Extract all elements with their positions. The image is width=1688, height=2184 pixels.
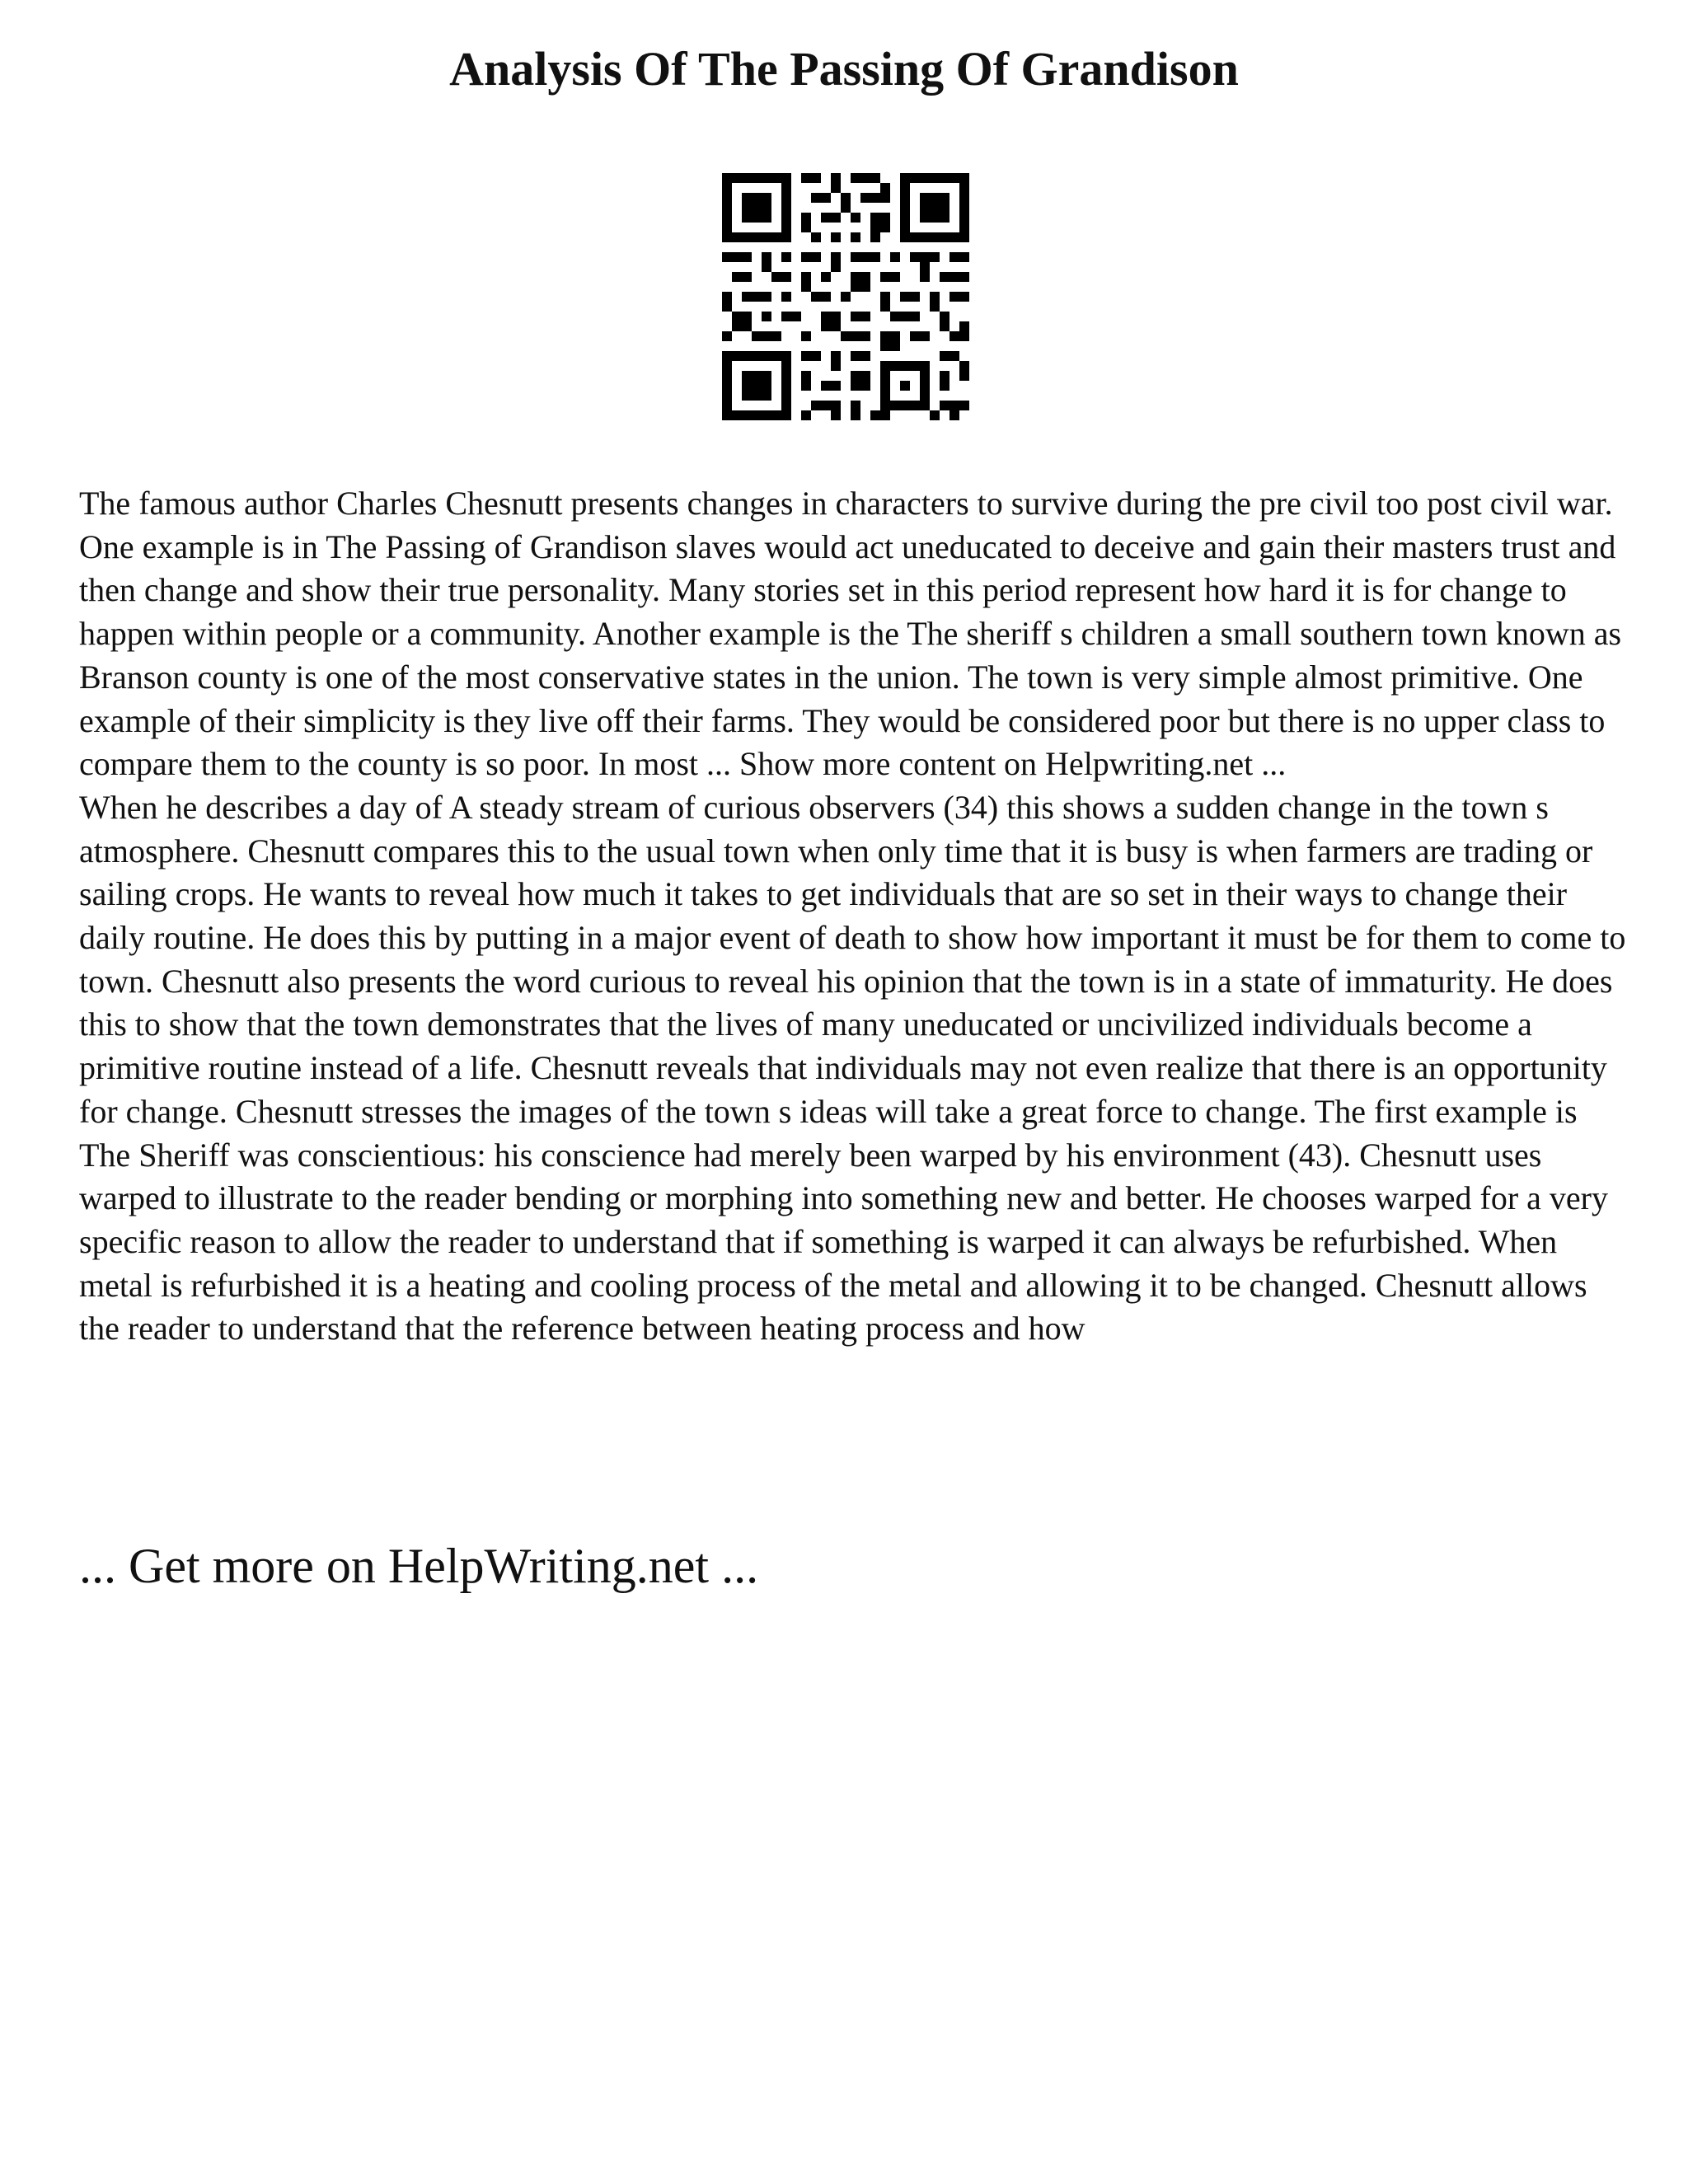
page-title: Analysis Of The Passing Of Grandison — [449, 42, 1239, 96]
qr-code-icon[interactable] — [722, 173, 969, 420]
article-body — [79, 482, 1629, 1351]
get-more-link[interactable]: ... Get more on HelpWriting.net ... — [79, 1539, 759, 1593]
body-paragraph: When he describes a day of A steady stream of curious observers (34) this shows a sudden change in the town s atmosphere. Chesnutt compares this to the usual town when only time that it is busy is when farmers are trading or sailing crops. He wants to reveal how much it takes to get individuals that are so set in their ways to change their daily routine. He does this by putting in a major event of death to show how important it must be for them to come to town. Chesnutt also presents the word curious to reveal his opinion that the town is in a state of immaturity. He does this to show that the town demonstrates that the lives of many uneducated or uncivilized individuals become a primitive routine instead of a life. Chesnutt reveals that individuals may not even realize that there is an opportunity for change. Chesnutt stresses the images of the town s ideas will take a great force to change. The first example is The Sheriff was conscientious: his conscience had merely been warped by his environment (43). Chesnutt uses warped to illustrate to the reader bending or morphing into something new and better. He chooses warped for a very specific reason to allow the reader to understand that if something is warped it can always be refurbished. When metal is refurbished it is a heating and cooling process of the metal and allowing it to be changed. Chesnutt allows the reader to understand that the reference between heating process and how — [79, 788, 1626, 1347]
body-paragraph: The famous author Charles Chesnutt presents changes in characters to survive during the pre civil too post civil war. One example is in The Passing of Grandison slaves would act uneducated to deceive and gain their masters trust and then change and show their true personality. Many stories set in this period represent how hard it is for change to happen within people or a community. Another example is the The sheriff s children a small southern town known as Branson county is one of the most conservative states in the union. The town is very simple almost primitive. One example of their simplicity is they live off their farms. They would be considered poor but there is no upper class to compare them to the county is so poor. In most ... Show more content on Helpwriting.net ... — [79, 485, 1622, 783]
